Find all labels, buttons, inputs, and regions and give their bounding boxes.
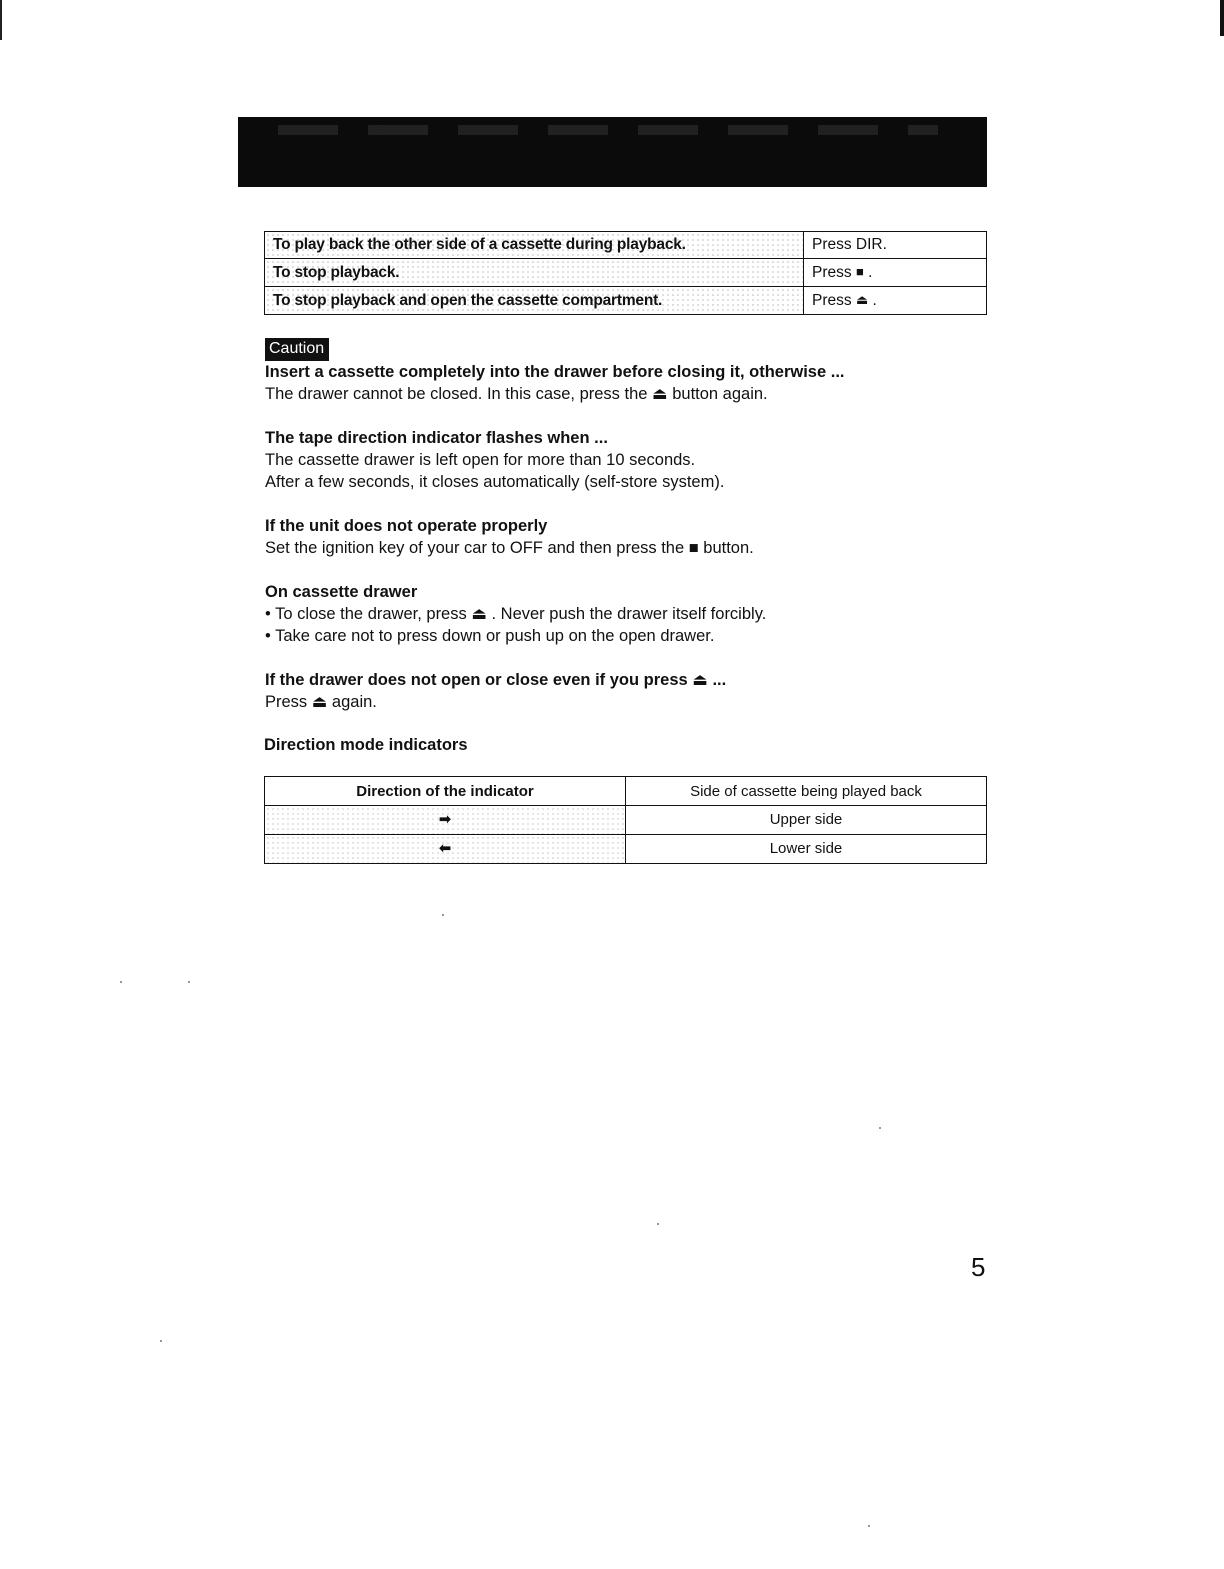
press-label: Press	[812, 264, 852, 281]
caution-section-unit	[265, 515, 985, 559]
direction-cell	[265, 835, 626, 864]
table-row	[265, 232, 987, 259]
direction-heading: Direction mode indicators	[264, 736, 468, 754]
scan-speck	[868, 1525, 870, 1527]
header-bar-texture	[278, 125, 938, 135]
direction-cell	[265, 806, 626, 835]
press-label: Press	[812, 292, 852, 309]
operation-action: To stop playback and open the cassette compartment.	[265, 287, 804, 315]
caution-heading: The tape direction indicator flashes when ...	[265, 429, 608, 447]
table-row	[265, 287, 987, 315]
scan-speck	[188, 981, 190, 983]
caution-section-indicator	[265, 427, 985, 493]
arrow-right-icon: ➡	[438, 811, 452, 828]
table-row	[265, 835, 987, 864]
page-number: 5	[971, 1252, 986, 1282]
scan-edge-right	[1220, 0, 1224, 36]
scan-speck	[442, 914, 444, 916]
operation-press: Press DIR.	[804, 232, 987, 259]
direction-table	[264, 776, 987, 864]
scan-edge-left	[0, 0, 2, 40]
caution-block	[265, 338, 985, 735]
scan-speck	[120, 981, 122, 983]
caution-line: After a few seconds, it closes automatically (self-store system).	[265, 473, 725, 491]
operation-action: To play back the other side of a cassette during playback.	[265, 232, 804, 259]
column-header-direction: Direction of the indicator	[265, 777, 626, 806]
caution-section-drawer	[265, 581, 985, 647]
eject-icon: ⏏	[855, 292, 869, 307]
caution-heading: If the drawer does not open or close even if you press ⏏ ...	[265, 671, 727, 689]
column-header-side: Side of cassette being played back	[626, 777, 987, 806]
caution-line: The cassette drawer is left open for more than 10 seconds.	[265, 451, 696, 469]
caution-heading: If the unit does not operate properly	[265, 517, 548, 535]
stop-icon: ■	[855, 264, 864, 279]
operation-press	[804, 287, 987, 315]
caution-line: • Take care not to press down or push up on the open drawer.	[265, 627, 715, 645]
caution-section-drawer-open	[265, 669, 985, 713]
caution-section-insert	[265, 361, 985, 405]
operation-press	[804, 259, 987, 287]
side-cell: Upper side	[626, 806, 987, 835]
operation-action: To stop playback.	[265, 259, 804, 287]
table-header-row	[265, 777, 987, 806]
caution-line: Set the ignition key of your car to OFF and then press the ■ button.	[265, 539, 754, 557]
caution-line: • To close the drawer, press ⏏ . Never push the drawer itself forcibly.	[265, 605, 767, 623]
caution-badge: Caution	[265, 338, 329, 361]
arrow-left-icon: ⬅	[438, 840, 452, 857]
section-header-bar	[238, 117, 987, 187]
scan-speck	[160, 1340, 162, 1342]
caution-heading: Insert a cassette completely into the drawer before closing it, otherwise ...	[265, 363, 845, 381]
operations-table	[264, 231, 987, 315]
caution-heading: On cassette drawer	[265, 583, 418, 601]
caution-line: The drawer cannot be closed. In this case, press the ⏏ button again.	[265, 385, 768, 403]
scan-speck	[879, 1127, 881, 1129]
side-cell: Lower side	[626, 835, 987, 864]
table-row	[265, 259, 987, 287]
press-suffix: .	[868, 292, 877, 309]
table-row	[265, 806, 987, 835]
scan-speck	[657, 1223, 659, 1225]
press-suffix: .	[863, 264, 873, 281]
caution-line: Press ⏏ again.	[265, 693, 377, 711]
